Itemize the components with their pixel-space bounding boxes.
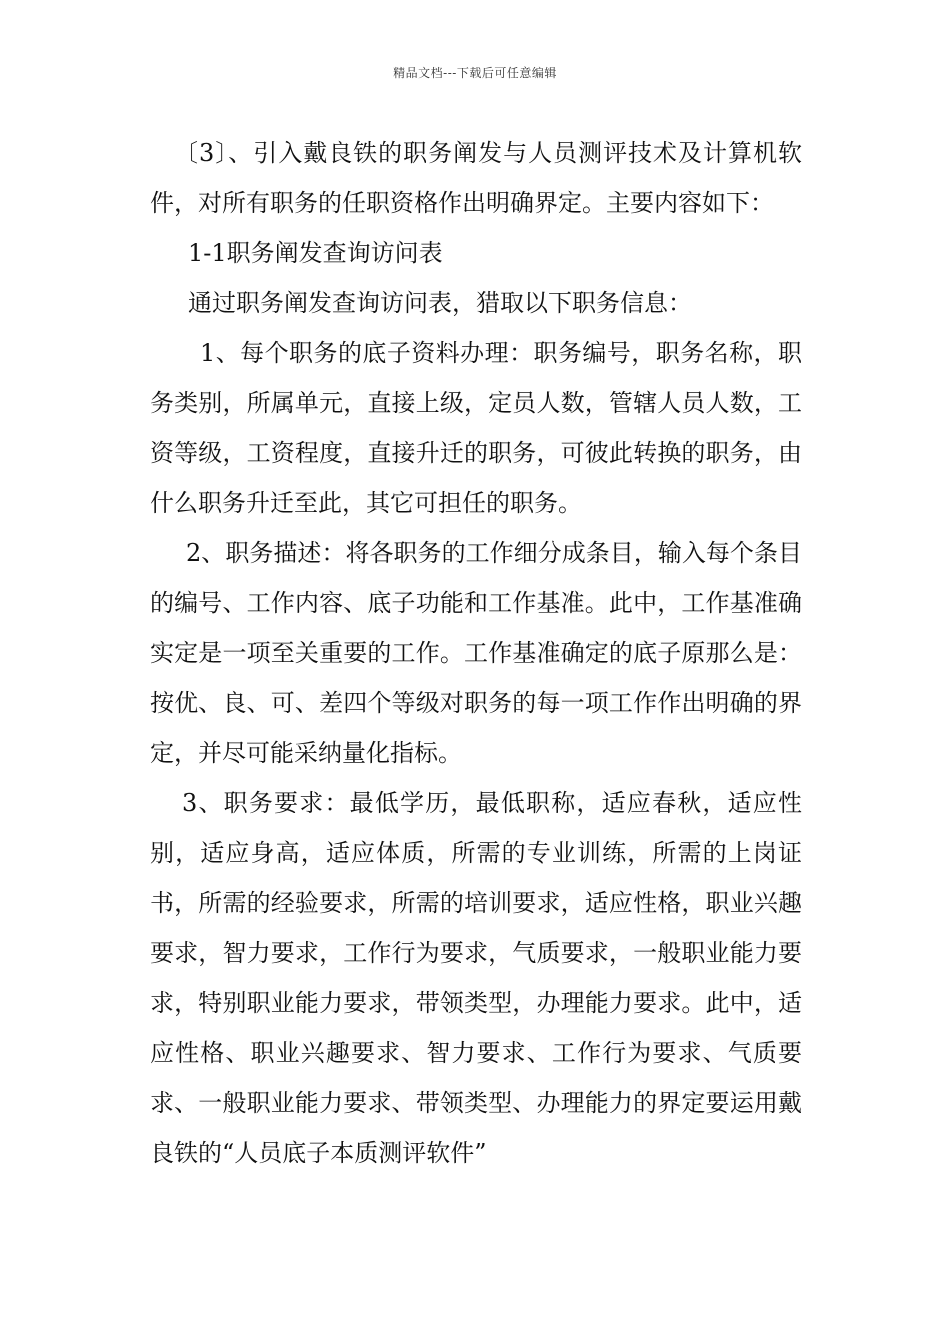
document-body [150, 128, 802, 1178]
list-item-basic-info: 1、每个职务的底子资料办理：职务编号，职务名称，职务类别，所属单元，直接上级，定员人数，管辖人员人数，工资等级，工资程度，直接升迁的职务，可彼此转换的职务，由什么职务升迁至此，其它可担任的职务。 [150, 339, 802, 517]
list-item-job-requirements: 3、职务要求：最低学历，最低职称，适应春秋，适应性别，适应身高，适应体质，所需的专业训练，所需的上岗证书，所需的经验要求，所需的培训要求，适应性格，职业兴趣要求，智力要求，工作行为要求，气质要求，一般职业能力要求，特别职业能力要求，带领类型，办理能力要求。此中，适应性格、职业兴趣要求、智力要求、工作行为要求、气质要求、一般职业能力要求、带领类型、办理能力的界定要运用戴良铁的“人员底子本质测评软件” [150, 789, 802, 1167]
list-item-job-description: 2、职务描述：将各职务的工作细分成条目，输入每个条目的编号、工作内容、底子功能和工作基准。此中，工作基准确实定是一项至关重要的工作。工作基准确定的底子原那么是：按优、良、可、差四个等级对职务的每一项工作作出明确的界定，并尽可能采纳量化指标。 [150, 539, 802, 767]
paragraph-lead: 通过职务阐发查询访问表，猎取以下职务信息： [188, 289, 692, 317]
paragraph-intro: 〔3〕、引入戴良铁的职务阐发与人员测评技术及计算机软件，对所有职务的任职资格作出明确界定。主要内容如下： [150, 139, 802, 217]
section-heading: 1-1职务阐发查询访问表 [188, 239, 443, 267]
page-header: 精品文档---下载后可任意编辑 [393, 66, 557, 80]
